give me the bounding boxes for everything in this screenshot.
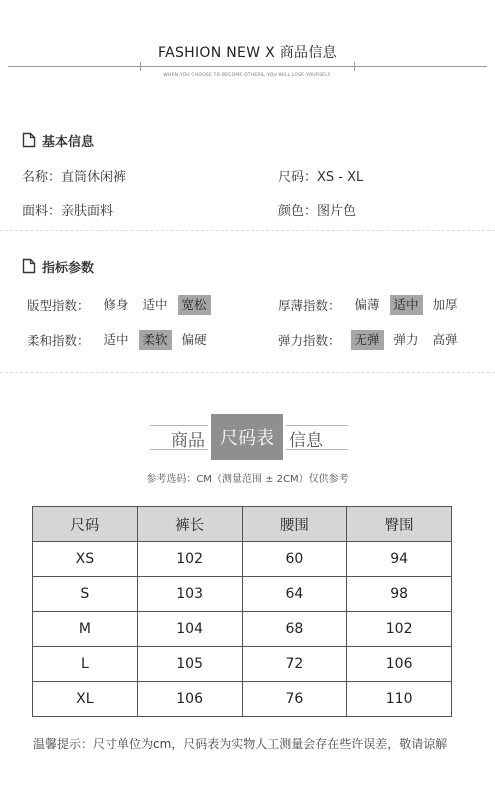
col-header-hip: 臀围 xyxy=(347,507,452,542)
size-table-title-box: 尺码表 xyxy=(211,414,283,460)
table-row xyxy=(33,647,452,682)
param-thickness xyxy=(278,295,468,315)
params-heading-text: 指标参数 xyxy=(42,260,95,276)
col-header-length: 裤长 xyxy=(137,507,242,542)
table-cell: 102 xyxy=(137,542,242,577)
header-subtitle: WHEN YOU CHOOSE TO BECOME OTHERS, YOU WILL LOSE YOURSELF. xyxy=(163,73,332,78)
table-cell: 106 xyxy=(137,682,242,717)
param-option: 偏薄 xyxy=(354,297,380,312)
params-heading xyxy=(22,256,94,276)
table-row xyxy=(33,542,452,577)
table-cell: XL xyxy=(33,682,138,717)
param-label: 厚薄指数： xyxy=(278,298,341,313)
param-option-selected: 无弹 xyxy=(351,330,384,350)
basic-info-heading xyxy=(22,130,94,150)
param-label: 柔和指数： xyxy=(27,333,90,348)
table-cell: 110 xyxy=(347,682,452,717)
header-divider-tick-left xyxy=(140,62,141,71)
product-color: 颜色：图片色 xyxy=(278,204,357,219)
param-softness xyxy=(27,330,217,350)
col-header-waist: 腰围 xyxy=(242,507,347,542)
table-cell: 94 xyxy=(347,542,452,577)
size-table-title-right: 信息 xyxy=(289,431,323,451)
param-option: 高弹 xyxy=(432,332,458,347)
table-cell: XS xyxy=(33,542,138,577)
table-cell: S xyxy=(33,577,138,612)
section-divider xyxy=(0,372,495,373)
table-cell: 98 xyxy=(347,577,452,612)
param-label: 弹力指数： xyxy=(278,333,341,348)
footnote: 温馨提示：尺寸单位为cm，尺码表为实物人工测量会存在些许误差，敬请谅解 xyxy=(33,737,448,751)
param-option: 修身 xyxy=(103,297,129,312)
param-option: 适中 xyxy=(103,332,129,347)
param-fit xyxy=(27,295,217,315)
header-divider xyxy=(8,66,487,67)
document-icon xyxy=(22,258,36,274)
param-elasticity xyxy=(278,330,468,350)
param-option: 加厚 xyxy=(432,297,458,312)
table-cell: 64 xyxy=(242,577,347,612)
table-row xyxy=(33,612,452,647)
header-divider-tick-right xyxy=(354,62,355,71)
param-option-selected: 柔软 xyxy=(139,330,172,350)
table-cell: 68 xyxy=(242,612,347,647)
table-cell: 76 xyxy=(242,682,347,717)
table-cell: 102 xyxy=(347,612,452,647)
table-row xyxy=(33,577,452,612)
size-table-title-left: 商品 xyxy=(171,431,205,451)
param-option: 适中 xyxy=(142,297,168,312)
table-cell: 105 xyxy=(137,647,242,682)
param-option: 弹力 xyxy=(393,332,419,347)
table-header-row xyxy=(33,507,452,542)
table-cell: 60 xyxy=(242,542,347,577)
product-size-range: 尺码：XS - XL xyxy=(278,170,364,185)
product-name: 名称：直筒休闲裤 xyxy=(22,170,127,185)
param-option-selected: 适中 xyxy=(390,295,423,315)
product-fabric: 面料：亲肤面料 xyxy=(22,204,114,219)
table-row xyxy=(33,682,452,717)
table-cell: 106 xyxy=(347,647,452,682)
param-option-selected: 宽松 xyxy=(178,295,211,315)
size-table xyxy=(32,506,452,717)
section-divider xyxy=(0,230,495,231)
table-cell: 104 xyxy=(137,612,242,647)
param-option: 偏硬 xyxy=(181,332,207,347)
param-label: 版型指数： xyxy=(27,298,90,313)
size-table-note: 参考选码：CM（测量范围 ± 2CM）仅供参考 xyxy=(146,474,349,485)
table-cell: L xyxy=(33,647,138,682)
basic-info-heading-text: 基本信息 xyxy=(42,134,95,150)
table-cell: 103 xyxy=(137,577,242,612)
col-header-size: 尺码 xyxy=(33,507,138,542)
document-icon xyxy=(22,132,36,148)
table-cell: 72 xyxy=(242,647,347,682)
page-header-title: FASHION NEW X 商品信息 xyxy=(158,45,337,61)
table-cell: M xyxy=(33,612,138,647)
